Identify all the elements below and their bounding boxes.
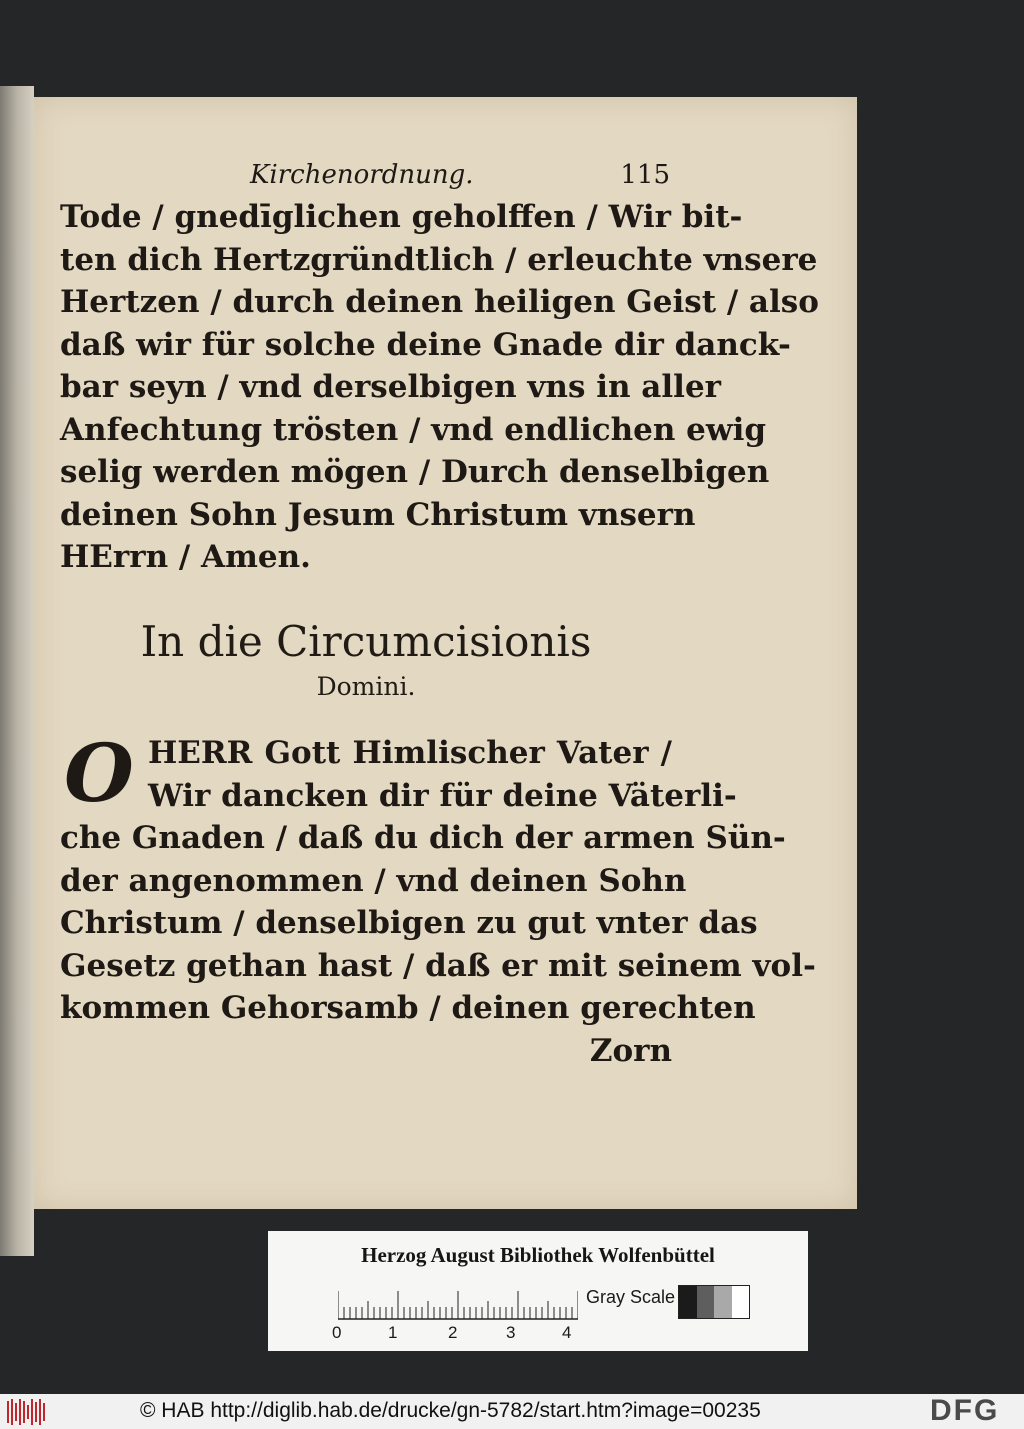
decorated-initial: O [64,726,134,820]
text-line: Christum / denselbigen zu gut vnter das [60,905,758,941]
text-line: Tode / gnedīglichen geholffen / Wir bit- [60,199,743,235]
text-line: HErrn / Amen. [60,539,311,575]
ruler-tick-label: 0 [332,1323,342,1342]
section-title: In die Circumcisionis [140,617,592,666]
prayer-paragraph-1 [60,196,819,579]
text-line: Wir dancken dir für deine Väterli- [148,777,737,814]
footer-bar [0,1394,1024,1429]
scale-ruler [338,1289,578,1321]
text-line: der angenommen / vnd deinen Sohn [60,862,687,899]
ruler-tick-label: 2 [448,1323,458,1342]
gray-scale-label: Gray Scale [586,1287,676,1307]
text-line: Hertzen / durch deinen heiligen Geist / also [60,284,819,320]
text-line: Zorn [589,1032,672,1069]
library-name: Herzog August Bibliothek Wolfenbüttel [361,1243,715,1267]
text-line: deinen Sohn Jesum Christum vnsern [60,496,696,533]
footer-copyright-url: © HAB http://diglib.hab.de/drucke/gn-5782/start.htm?image=00235 [140,1399,761,1422]
text-line: bar seyn / vnd derselbigen vns in aller [60,369,722,405]
running-header [250,160,680,200]
dfg-logo: DFG [930,1394,1000,1427]
text-line: Anfechtung trösten / vnd endlichen ewig [60,411,767,448]
ruler-tick-label: 4 [562,1323,572,1342]
text-line: kommen Gehorsamb / deinen gerechten [60,990,756,1026]
text-line: selig werden mögen / Durch denselbigen [60,454,770,490]
color-target-card [268,1231,808,1351]
prayer-paragraph-2 [60,726,816,1072]
text-line: che Gnaden / daß du dich der armen Sün- [60,820,786,856]
text-line: daß wir für solche deine Gnade dir danck- [60,326,791,363]
text-line: ten dich Hertzgründtlich / erleuchte vnsere [60,241,818,278]
section-subtitle: Domini. [316,672,416,701]
header-title: Kirchenordnung. [250,160,474,190]
page-number: 115 [620,160,670,190]
ruler-tick-label: 1 [388,1323,398,1342]
gray-scale-swatch [678,1285,750,1319]
ruler-tick-label: 3 [506,1323,516,1342]
text-line: Gesetz gethan hast / daß er mit seinem vol- [60,947,816,984]
hab-logo-icon [6,1397,48,1426]
adjacent-book-edge [0,86,34,1256]
text-line: HERR Gott Himlischer Vater / [148,735,672,771]
